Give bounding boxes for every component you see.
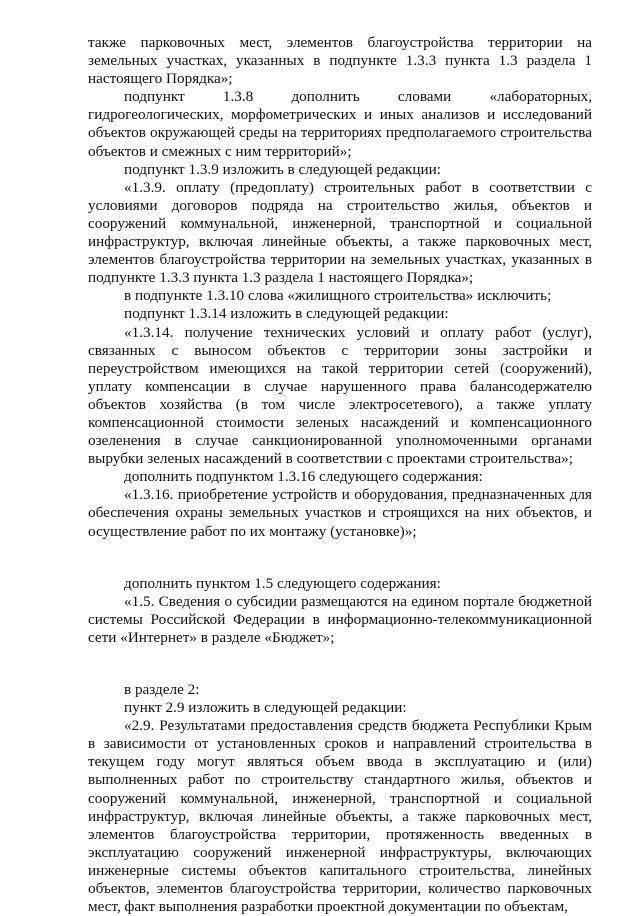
- paragraph-clause-2-9-text: «2.9. Результатами предоставления средств бюджета Республики Крым в зависимости от установленных сроков и направлений строительства в текущем году могут являться объем ввода в эксплуатацию и (или) выполненных работ по строительству стандартного жилья, объектов и сооружений коммунальной, инженерной, транспортной и социальной инфраструктур, включая линейные объекты, а также парковочных мест, элементов благоустройства территории, протяженность введенных в эксплуатацию сооружений инженерной инфраструктуры, включающих инженерные системы объектов капитального строительства, линейных объектов, элементов благоустройства территории, количество парковочных мест, факт выполнения разработки проектной документации по объектам,: [88, 717, 592, 916]
- document-page: [88, 34, 592, 916]
- paragraph-subclause-1-3-9-intro: подпункт 1.3.9 изложить в следующей редакции:: [124, 160, 441, 178]
- paragraph-clause-2-9-intro: пункт 2.9 изложить в следующей редакции:: [124, 699, 407, 717]
- paragraph-subclause-1-3-8: подпункт 1.3.8 дополнить словами «лабораторных, гидрогеологических, морфометрических и иных анализов и исследований объектов окружающей среды на территориях предполагаемого строительства объектов и смежных с ним территорий»;: [88, 88, 592, 160]
- paragraph-subclause-1-3-14-intro: подпункт 1.3.14 изложить в следующей редакции:: [124, 305, 449, 323]
- paragraph-spacer: [88, 647, 592, 681]
- paragraph-spacer: [88, 541, 592, 575]
- paragraph-subclause-1-3-14-text: «1.3.14. получение технических условий и оплату работ (услуг), связанных с выносом объектов с территории зоны застройки и переустройством имеющихся на такой территории сетей (сооружений), уплату компенсации в случае нарушенного права балансодержателю объектов хозяйства (в том числе электросетевого), а также уплату компенсационной стоимости зеленых насаждений и компенсационного озеленения в случае санкционированной уполномоченными органами вырубки зеленых насаждений в соответствии с проектами строительства»;: [88, 323, 592, 468]
- paragraph-parking-continuation: также парковочных мест, элементов благоустройства территории на земельных участках, указанных в подпункте 1.3.3 пункта 1.3 раздела 1 настоящего Порядка»;: [88, 34, 592, 88]
- paragraph-subclause-1-3-16-text: «1.3.16. приобретение устройств и оборудования, предназначенных для обеспечения охраны земельных участков и строящихся на них объектов, и осуществление работ по их монтажу (установке)»;: [88, 486, 592, 540]
- paragraph-section-2: в разделе 2:: [124, 681, 200, 698]
- paragraph-subclause-1-3-16-intro: дополнить подпунктом 1.3.16 следующего содержания:: [124, 468, 483, 486]
- paragraph-clause-1-5-intro: дополнить пунктом 1.5 следующего содержания:: [124, 574, 441, 592]
- paragraph-subclause-1-3-9-text: «1.3.9. оплату (предоплату) строительных работ в соответствии с условиями договоров подряда на строительство жилья, объектов и сооружений коммунальной, инженерной, транспортной и социальной инфраструктур, включая линейные объекты, а также парковочных мест, элементов благоустройства территории на земельных участках, указанных в подпункте 1.3.3 пункта 1.3 раздела 1 настоящего Порядка»;: [88, 178, 592, 287]
- paragraph-subclause-1-3-10: в подпункте 1.3.10 слова «жилищного строительства» исключить;: [124, 287, 552, 305]
- paragraph-clause-1-5-text: «1.5. Сведения о субсидии размещаются на едином портале бюджетной системы Российской Федерации в информационно-телекоммуникационной сети «Интернет» в разделе «Бюджет»;: [88, 592, 592, 646]
